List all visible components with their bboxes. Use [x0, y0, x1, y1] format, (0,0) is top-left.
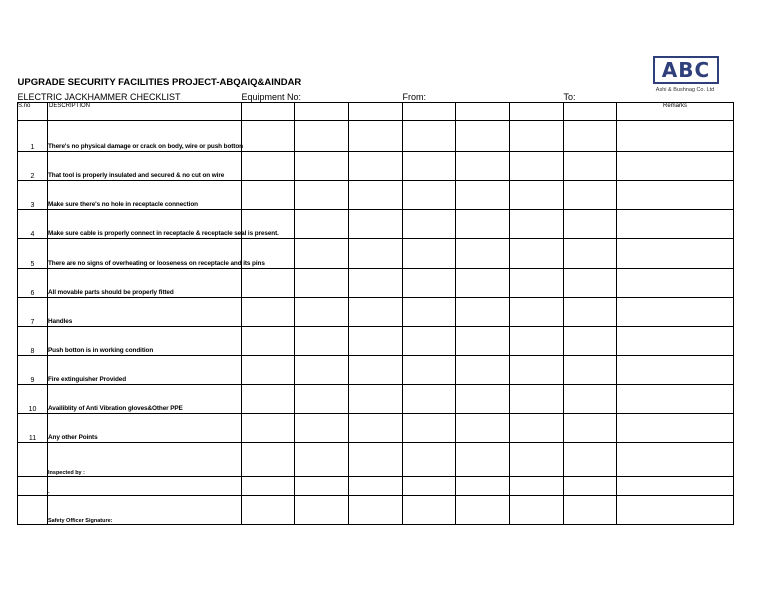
table-row [18, 268, 734, 297]
sign-cell[interactable] [456, 442, 510, 476]
table-row [18, 238, 734, 268]
sign-cell[interactable] [295, 495, 349, 524]
blank-cell [510, 102, 564, 120]
signature-row [18, 476, 734, 495]
check-cell[interactable] [456, 413, 510, 442]
col-header-remarks: Remarks [617, 102, 734, 120]
check-cell[interactable] [295, 384, 349, 413]
check-cell[interactable] [403, 355, 456, 384]
item-number: 11 [18, 413, 48, 442]
table-row [18, 180, 734, 209]
check-cell[interactable] [349, 268, 403, 297]
check-cell[interactable] [295, 238, 349, 268]
check-cell[interactable] [295, 180, 349, 209]
check-cell[interactable] [403, 151, 456, 180]
remarks-cell[interactable] [617, 384, 734, 413]
sign-cell[interactable] [510, 495, 564, 524]
item-number: 4 [18, 209, 48, 238]
signature-row [18, 442, 734, 476]
check-cell[interactable] [564, 355, 617, 384]
table-row [18, 120, 734, 151]
sign-cell[interactable] [295, 476, 349, 495]
check-cell[interactable] [564, 180, 617, 209]
check-cell[interactable] [456, 238, 510, 268]
item-description: Push botton is in working condition [48, 326, 242, 355]
check-cell[interactable] [403, 238, 456, 268]
sign-cell[interactable] [295, 442, 349, 476]
table-row [18, 151, 734, 180]
check-cell[interactable] [242, 326, 295, 355]
remarks-cell[interactable] [617, 297, 734, 326]
check-cell[interactable] [564, 297, 617, 326]
check-cell[interactable] [456, 326, 510, 355]
logo-mark: ABC [661, 58, 711, 82]
check-cell[interactable] [564, 238, 617, 268]
check-cell[interactable] [456, 297, 510, 326]
sign-cell[interactable] [510, 442, 564, 476]
col-header-sno: S.no [18, 102, 48, 120]
check-cell[interactable] [403, 120, 456, 151]
check-cell[interactable] [456, 151, 510, 180]
remarks-cell[interactable] [617, 120, 734, 151]
check-cell[interactable] [510, 120, 564, 151]
item-description: Any other Points [48, 413, 242, 442]
check-cell[interactable] [242, 268, 295, 297]
check-cell[interactable] [349, 297, 403, 326]
check-cell[interactable] [295, 355, 349, 384]
company-logo [653, 56, 725, 93]
check-cell[interactable] [349, 326, 403, 355]
check-cell[interactable] [403, 297, 456, 326]
item-description: Make sure cable is properly connect in receptacle & receptacle seal is present. [48, 209, 242, 238]
item-description: Availiblity of Anti Vibration gloves&Other PPE [48, 384, 242, 413]
check-cell[interactable] [403, 413, 456, 442]
check-cell[interactable] [564, 384, 617, 413]
checklist-sheet [17, 51, 733, 528]
check-cell[interactable] [349, 151, 403, 180]
check-cell[interactable] [242, 120, 295, 151]
check-cell[interactable] [295, 209, 349, 238]
item-number: 7 [18, 297, 48, 326]
table-row [18, 413, 734, 442]
blank-cell [18, 476, 48, 495]
check-cell[interactable] [456, 355, 510, 384]
blank-cell [295, 102, 349, 120]
check-cell[interactable] [403, 209, 456, 238]
item-number: 9 [18, 355, 48, 384]
logo-frame [653, 56, 719, 84]
table-row [18, 209, 734, 238]
check-cell[interactable] [564, 151, 617, 180]
sign-cell[interactable] [617, 442, 734, 476]
check-cell[interactable] [295, 151, 349, 180]
dot-mark: . [48, 476, 242, 495]
sign-cell[interactable] [349, 442, 403, 476]
check-cell[interactable] [242, 180, 295, 209]
sign-cell[interactable] [510, 476, 564, 495]
check-cell[interactable] [242, 413, 295, 442]
check-cell[interactable] [456, 120, 510, 151]
check-cell[interactable] [295, 326, 349, 355]
check-cell[interactable] [242, 355, 295, 384]
check-cell[interactable] [456, 268, 510, 297]
sign-cell[interactable] [564, 476, 617, 495]
check-cell[interactable] [564, 120, 617, 151]
check-cell[interactable] [403, 180, 456, 209]
sign-cell[interactable] [564, 495, 617, 524]
check-cell[interactable] [349, 120, 403, 151]
table-row [18, 297, 734, 326]
item-description: Handles [48, 297, 242, 326]
item-description: All movable parts should be properly fitted [48, 268, 242, 297]
sign-cell[interactable] [456, 495, 510, 524]
sign-cell[interactable] [242, 495, 295, 524]
check-cell[interactable] [510, 297, 564, 326]
check-cell[interactable] [295, 297, 349, 326]
check-cell[interactable] [349, 238, 403, 268]
item-description: There's no physical damage or crack on body, wire or push botton [48, 120, 242, 151]
item-description: That tool is properly insulated and secured & no cut on wire [48, 151, 242, 180]
item-number: 6 [18, 268, 48, 297]
item-number: 3 [18, 180, 48, 209]
sign-cell[interactable] [403, 495, 456, 524]
company-name: Ashi & Bushnag Co. Ltd [655, 87, 715, 93]
check-cell[interactable] [242, 151, 295, 180]
check-cell[interactable] [456, 209, 510, 238]
check-cell[interactable] [349, 209, 403, 238]
remarks-cell[interactable] [617, 413, 734, 442]
check-cell[interactable] [403, 326, 456, 355]
check-cell[interactable] [403, 268, 456, 297]
sign-cell[interactable] [617, 495, 734, 524]
blank-cell [456, 102, 510, 120]
check-cell[interactable] [564, 268, 617, 297]
check-cell[interactable] [564, 326, 617, 355]
equipment-no-label: Equipment No: [241, 91, 302, 102]
check-cell[interactable] [349, 355, 403, 384]
check-cell[interactable] [456, 384, 510, 413]
check-cell[interactable] [349, 384, 403, 413]
sign-cell[interactable] [403, 476, 456, 495]
blank-cell [18, 495, 48, 524]
signature-row [18, 495, 734, 524]
remarks-cell[interactable] [617, 238, 734, 268]
item-number: 2 [18, 151, 48, 180]
check-cell[interactable] [242, 384, 295, 413]
check-cell[interactable] [510, 268, 564, 297]
from-label: From: [402, 91, 426, 102]
check-cell[interactable] [295, 120, 349, 151]
safety-officer-signature-label: Safety Officer Signature: [48, 495, 242, 524]
item-number: 5 [18, 238, 48, 268]
remarks-cell[interactable] [617, 209, 734, 238]
checklist-title: ELECTRIC JACKHAMMER CHECKLIST [17, 91, 181, 102]
check-cell[interactable] [349, 413, 403, 442]
sign-cell[interactable] [617, 476, 734, 495]
check-cell[interactable] [510, 384, 564, 413]
check-cell[interactable] [242, 297, 295, 326]
check-cell[interactable] [510, 326, 564, 355]
checklist-table [17, 51, 734, 525]
check-cell[interactable] [295, 268, 349, 297]
sign-cell[interactable] [349, 476, 403, 495]
inspected-by-label: Inspected by : [48, 442, 242, 476]
blank-cell [242, 102, 295, 120]
item-number: 1 [18, 120, 48, 151]
remarks-cell[interactable] [617, 355, 734, 384]
item-number: 10 [18, 384, 48, 413]
to-label: To: [563, 91, 576, 102]
check-cell[interactable] [564, 209, 617, 238]
check-cell[interactable] [349, 180, 403, 209]
check-cell[interactable] [564, 413, 617, 442]
blank-cell [564, 102, 617, 120]
item-number: 8 [18, 326, 48, 355]
check-cell[interactable] [295, 413, 349, 442]
check-cell[interactable] [403, 384, 456, 413]
item-description: There are no signs of overheating or looseness on receptacle and its pins [48, 238, 242, 268]
item-description: Make sure there's no hole in receptacle connection [48, 180, 242, 209]
check-cell[interactable] [510, 413, 564, 442]
sign-cell[interactable] [403, 442, 456, 476]
sign-cell[interactable] [456, 476, 510, 495]
table-row [18, 326, 734, 355]
sign-cell[interactable] [242, 476, 295, 495]
check-cell[interactable] [510, 355, 564, 384]
project-title: UPGRADE SECURITY FACILITIES PROJECT-ABQAIQ&AINDAR [17, 77, 302, 88]
remarks-cell[interactable] [617, 326, 734, 355]
remarks-cell[interactable] [617, 180, 734, 209]
sign-cell[interactable] [242, 442, 295, 476]
blank-cell [18, 442, 48, 476]
check-cell[interactable] [510, 180, 564, 209]
sign-cell[interactable] [564, 442, 617, 476]
blank-cell [349, 102, 403, 120]
remarks-cell[interactable] [617, 151, 734, 180]
check-cell[interactable] [510, 238, 564, 268]
item-description: Fire extinguisher Provided [48, 355, 242, 384]
remarks-cell[interactable] [617, 268, 734, 297]
sign-cell[interactable] [349, 495, 403, 524]
check-cell[interactable] [510, 209, 564, 238]
check-cell[interactable] [456, 180, 510, 209]
check-cell[interactable] [510, 151, 564, 180]
table-row [18, 355, 734, 384]
table-row [18, 384, 734, 413]
blank-cell [403, 102, 456, 120]
col-header-description: DESCRIPTION [48, 102, 242, 120]
